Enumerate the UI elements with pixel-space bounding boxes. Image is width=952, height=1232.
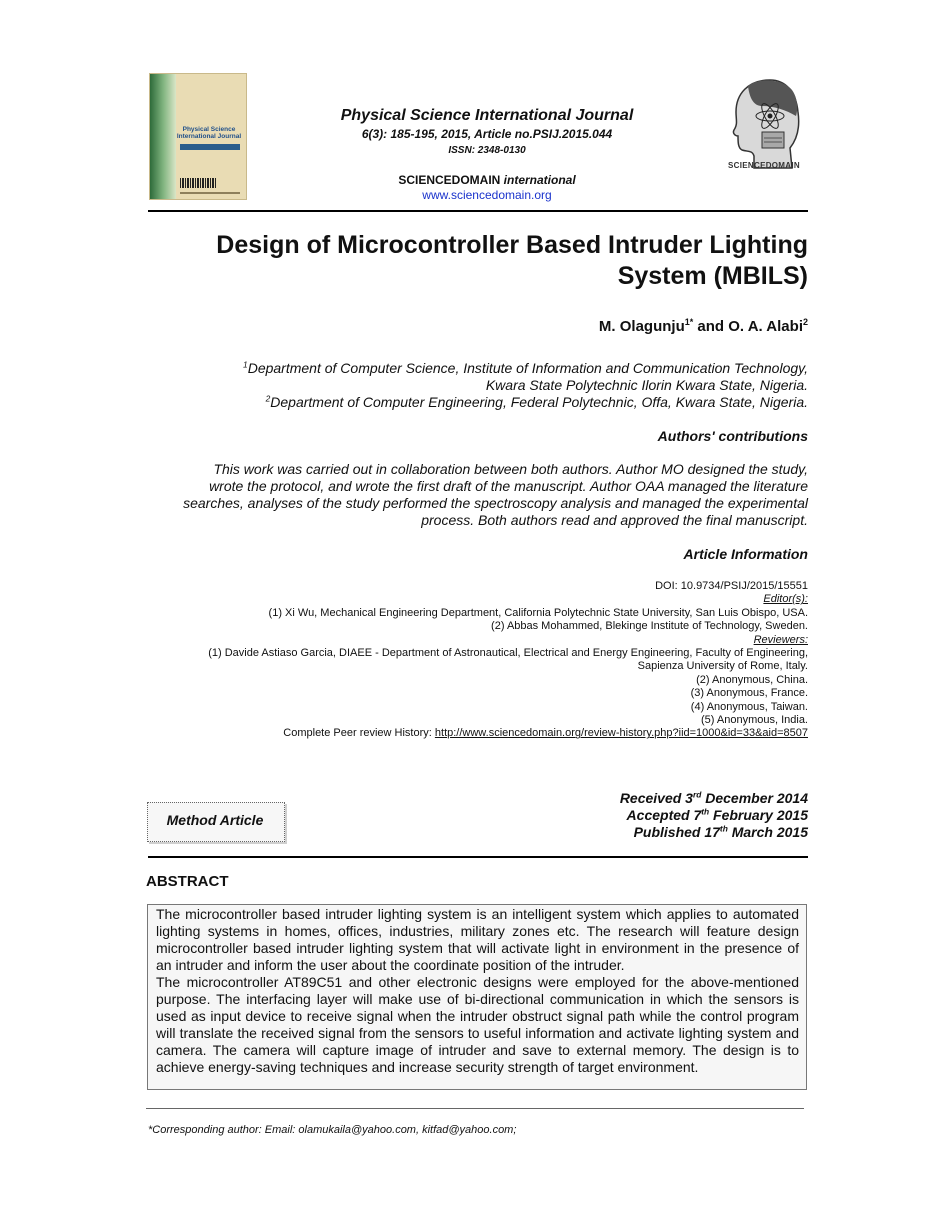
reviewer-item: (2) Anonymous, China. [696,673,808,686]
author-1: M. Olagunju [598,318,685,335]
contrib-line: process. Both authors read and approved the final manuscript. [421,512,808,528]
reviewer-item: (5) Anonymous, India. [700,714,808,727]
publisher-suffix: international [503,173,576,187]
logo-text: SCIENCEDOMAIN [728,161,800,170]
journal-issue: 6(3): 185-195, 2015, Article no.PSIJ.2015.044 [361,127,613,141]
article-title [148,230,808,292]
author-1-affiliation-mark: 1* [684,317,694,327]
dates-block [450,790,808,841]
section-rule [148,856,808,858]
reviewers-label: Reviewers: [753,633,808,646]
affiliation-1 [148,360,808,394]
author-2-affiliation-mark: 2 [802,317,808,327]
publisher [300,173,674,187]
publisher-url-link[interactable]: www.sciencedomain.org [422,188,552,202]
editor-item: (2) Abbas Mohammed, Blekinge Institute of Technology, Sweden. [491,620,808,633]
affiliation-2 [148,394,808,411]
contributions-text [148,461,808,529]
author-2: and O. A. Alabi [693,318,803,335]
abstract-paragraph-2: The microcontroller AT89C51 and other electronic designs were employed for the above-mentioned purpose. The interfacing layer will make use of bi-directional communication in which the sensors is used as input device to receive signal when the intruder obstruct signal path while the control program will translate the received signal from the sensors to useful information and activate lighting system and camera. The camera will capture image of intruder and save to external memory. The design is to achieve energy-saving techniques and increase security strength of target environment. [156,974,799,1075]
abstract-paragraph-1: The microcontroller based intruder lighting system is an intelligent system which applies to automated lighting systems in homes, offices, industries, military zones etc. The research will feature design microcontroller based intruder lighting system that will activate light in environment in the presence of an intruder and inform the user about the coordinate position of the intruder. [156,906,799,973]
received-date: Received 3rd December 2014 [619,789,808,806]
aff-2-mark: 2 [265,393,271,404]
reviewer-item: (3) Anonymous, France. [690,687,808,700]
aff-2-line-1: Department of Computer Engineering, Federal Polytechnic, Offa, Kwara State, Nigeria. [270,394,808,410]
accepted-date: Accepted 7th February 2015 [626,806,808,823]
header-rule [148,210,808,212]
contrib-line: wrote the protocol, and wrote the first draft of the manuscript. Author OAA managed the literature [209,478,808,494]
journal-title: Physical Science International Journal [340,107,634,124]
aff-1-mark: 1 [243,359,248,370]
review-history [148,727,808,740]
doi: DOI: 10.9734/PSIJ/2015/15551 [655,580,808,592]
title-line-1: Design of Microcontroller Based Intruder Lighting [216,231,808,259]
reviewer-item: (4) Anonymous, Taiwan. [690,700,808,713]
journal-issn: ISSN: 2348-0130 [448,145,526,156]
review-history-link[interactable]: http://www.sciencedomain.org/review-history.php?iid=1000&id=33&aid=8507 [434,727,808,740]
cover-title: Physical Science International Journal [176,126,242,140]
publisher-name: SCIENCEDOMAIN [398,173,501,187]
contrib-line: searches, analyses of the study performed the spectroscopy analysis and managed the experimental [183,495,808,511]
contributions-heading: Authors' contributions [657,428,808,444]
reviewer-item: Sapienza University of Rome, Italy. [637,660,808,673]
editors-label: Editor(s): [763,593,808,606]
cover-barcode [180,178,216,188]
contrib-line: This work was carried out in collaboration between both authors. Author MO designed the study, [213,461,808,477]
abstract-heading: ABSTRACT [146,873,229,890]
published-date: Published 17th March 2015 [633,823,808,840]
article-info-block [148,580,808,741]
article-info-heading: Article Information [683,546,808,562]
title-line-2: System (MBILS) [617,262,808,290]
review-history-label: Complete Peer review History: [283,727,435,740]
reviewer-item: (1) Davide Astiaso Garcia, DIAEE - Department of Astronautical, Electrical and Energy Engineering, Faculty of Engineering, [208,647,808,660]
footnote-rule [146,1108,804,1109]
corresponding-author-footnote: *Corresponding author: Email: olamukaila@yahoo.com, kitfad@yahoo.com; [148,1124,517,1136]
sciencedomain-logo-icon [726,76,802,172]
cover-bar [180,144,240,150]
aff-1-line-1: Department of Computer Science, Institute of Information and Communication Technology, [247,360,808,376]
cover-strip [150,74,176,199]
cover-rule [180,192,240,194]
journal-cover-image [149,73,247,200]
aff-1-line-2: Kwara State Polytechnic Ilorin Kwara State, Nigeria. [485,377,808,393]
authors-line [148,318,808,335]
editor-item: (1) Xi Wu, Mechanical Engineering Department, California Polytechnic State University, San Luis Obispo, USA. [268,606,808,619]
article-type-label: Method Article [166,812,264,828]
